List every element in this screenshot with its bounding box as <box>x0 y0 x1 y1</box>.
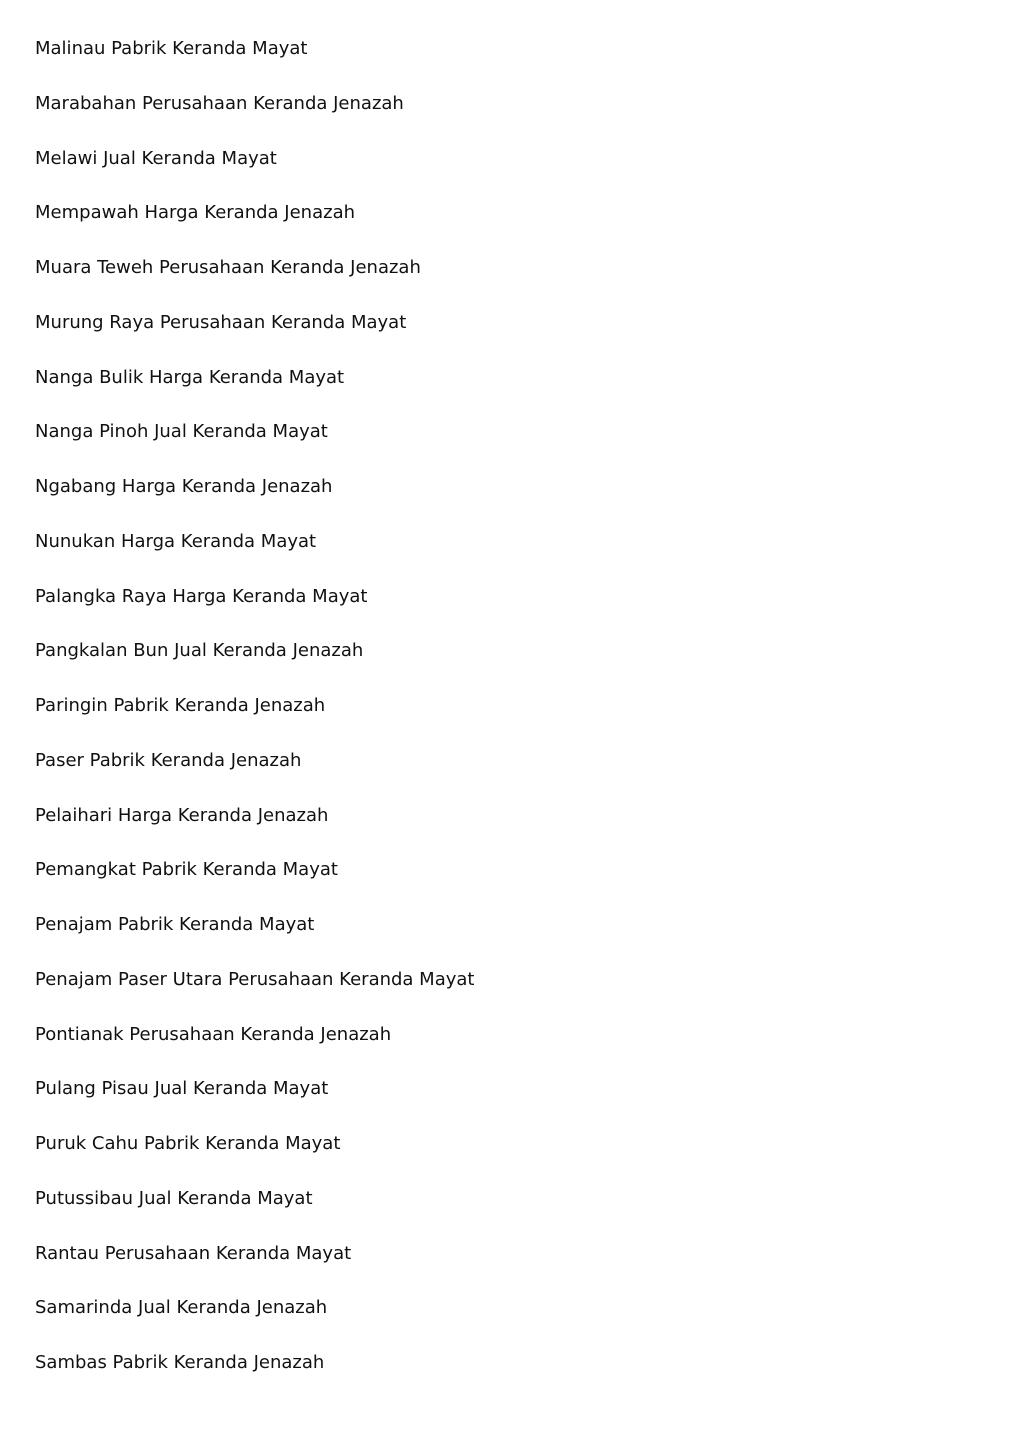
list-item: Nunukan Harga Keranda Mayat <box>35 530 317 552</box>
list-item: Pemangkat Pabrik Keranda Mayat <box>35 859 338 881</box>
list-item: Putussibau Jual Keranda Mayat <box>35 1187 313 1209</box>
list-item: Pontianak Perusahaan Keranda Jenazah <box>35 1023 392 1045</box>
list-item: Nanga Bulik Harga Keranda Mayat <box>35 366 345 388</box>
list-item: Ngabang Harga Keranda Jenazah <box>35 476 333 497</box>
list-item: Paringin Pabrik Keranda Jenazah <box>35 695 326 716</box>
list-item: Penajam Paser Utara Perusahaan Keranda Mayat <box>35 968 475 990</box>
list-item: Paser Pabrik Keranda Jenazah <box>35 749 302 771</box>
list-item: Pulang Pisau Jual Keranda Mayat <box>35 1078 329 1100</box>
list-item: Sambas Pabrik Keranda Jenazah <box>35 1352 325 1373</box>
list-item: Pangkalan Bun Jual Keranda Jenazah <box>35 640 364 662</box>
list-item: Mempawah Harga Keranda Jenazah <box>35 202 356 224</box>
list-item: Melawi Jual Keranda Mayat <box>35 147 277 169</box>
list-item: Pelaihari Harga Keranda Jenazah <box>35 804 329 826</box>
list-item: Palangka Raya Harga Keranda Mayat <box>35 585 368 607</box>
list-item: Muara Teweh Perusahaan Keranda Jenazah <box>35 257 421 278</box>
location-list <box>35 36 474 1405</box>
list-item: Penajam Pabrik Keranda Mayat <box>35 914 315 935</box>
list-item: Rantau Perusahaan Keranda Mayat <box>35 1242 352 1264</box>
list-item: Samarinda Jual Keranda Jenazah <box>35 1297 328 1319</box>
list-item: Nanga Pinoh Jual Keranda Mayat <box>35 421 328 443</box>
list-item: Puruk Cahu Pabrik Keranda Mayat <box>35 1133 341 1154</box>
list-item: Marabahan Perusahaan Keranda Jenazah <box>35 92 404 114</box>
list-item: Malinau Pabrik Keranda Mayat <box>35 38 308 59</box>
list-item: Murung Raya Perusahaan Keranda Mayat <box>35 311 407 333</box>
